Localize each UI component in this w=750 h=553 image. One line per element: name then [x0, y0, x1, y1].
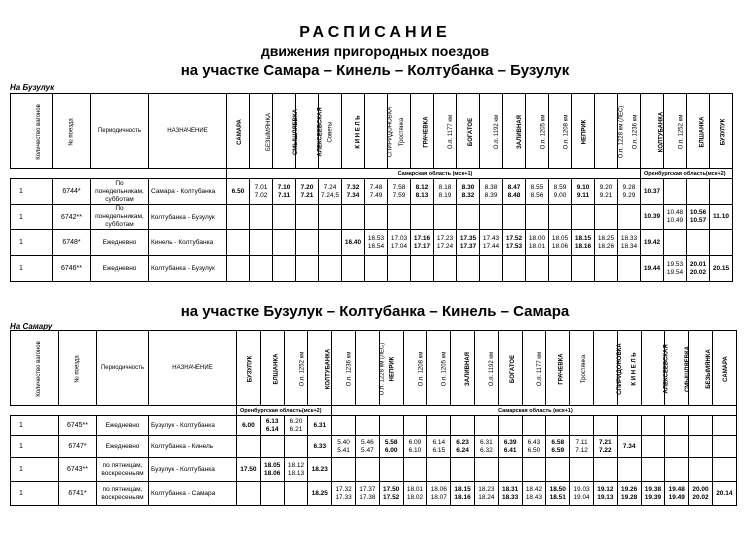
time-cell-спиридоновка	[365, 256, 388, 282]
section2-title: на участке Бузулук – Колтубанка – Кинель – Самара	[180, 303, 570, 320]
time-cell-о-п-1252-км: 10.48 10.49	[664, 205, 687, 230]
time-cell-колтубанка: 6.33	[308, 436, 332, 458]
time-cell-бузулук	[237, 436, 261, 458]
header-destination: НАЗНАЧЕНИЕ	[149, 94, 227, 169]
time-cell-заливная: 8.47 8.48	[503, 179, 526, 205]
time-cell-елшанка: 20.01 20.02	[687, 256, 710, 282]
header-period: Периодичность	[91, 94, 149, 169]
time-cell-смышляевка	[273, 256, 296, 282]
time-cell-смышляевка: 19.48 19.49	[665, 482, 689, 506]
time-cell-безымянка: 20.00 20.02	[689, 482, 713, 506]
time-cell-о-п-1228-км-лес	[595, 256, 618, 282]
time-cell-тростянка: 19.03 19.04	[570, 482, 594, 506]
time-cell-спиридоновка: 7.48 7.49	[365, 179, 388, 205]
time-cell-о-п-1177-км: 6.43 6.50	[522, 436, 546, 458]
time-cell-неприк	[379, 458, 403, 482]
station-header-грачевка: ГРАЧЕВКА	[546, 331, 570, 406]
time-cell-колтубанка: 10.39	[641, 205, 664, 230]
time-cell-безымянка	[689, 458, 713, 482]
periodicity-cell: Ежедневно	[91, 256, 149, 282]
time-cell-бузулук: 17.50	[237, 458, 261, 482]
station-header-колтубанка: КОЛТУБАНКА	[641, 94, 664, 169]
time-cell-неприк: 9.10 9.11	[572, 179, 595, 205]
time-cell-о-п-1208-км: 6.09 6.10	[403, 436, 427, 458]
time-cell-о-п-1252-км: 19.53 19.54	[664, 256, 687, 282]
periodicity-cell: По понедельникам, субботам	[91, 205, 149, 230]
train-row	[11, 230, 733, 256]
train-row	[11, 416, 737, 436]
time-cell-о-п-1208-км	[403, 458, 427, 482]
time-cell-тростянка	[570, 416, 594, 436]
time-cell-смышляевка	[665, 436, 689, 458]
time-cell-богатое	[457, 205, 480, 230]
station-header-о-п-1236-км: О.п. 1236 км	[332, 331, 356, 406]
header-number: № поезда	[59, 331, 97, 406]
train-row	[11, 482, 737, 506]
time-cell-советы	[319, 256, 342, 282]
time-cell-советы: 7.24 7.24,5	[319, 179, 342, 205]
time-cell-самара	[227, 205, 250, 230]
periodicity-cell: по пятницам, воскресеньям	[97, 458, 149, 482]
station-header-елшанка: ЕЛШАНКА	[260, 331, 284, 406]
region-label: Оренбургская область(мск+2)	[641, 169, 733, 179]
time-cell-елшанка	[260, 482, 284, 506]
periodicity-cell: Ежедневно	[97, 416, 149, 436]
station-header-безымянка: БЕЗЫМЯНКА	[689, 331, 713, 406]
time-cell-о-п-1252-км	[284, 482, 308, 506]
time-cell-смышляевка	[273, 205, 296, 230]
time-cell-заливная: 18.15 18.16	[451, 482, 475, 506]
time-cell-о-п-1205-км	[427, 458, 451, 482]
time-cell-богатое: 17.35 17.37	[457, 230, 480, 256]
time-cell-грачевка: 17.16 17.17	[411, 230, 434, 256]
time-cell-о-п-1192-км: 8.38 8.39	[480, 179, 503, 205]
time-cell-алексеевская	[641, 436, 665, 458]
time-cell-о-п-1205-км: 18.06 18.07	[427, 482, 451, 506]
station-header-о-п-1252-км: О.п. 1252 км	[664, 94, 687, 169]
count-cell: 1	[11, 205, 53, 230]
time-cell-бузулук	[710, 179, 733, 205]
time-cell-тростянка: 17.03 17.04	[388, 230, 411, 256]
time-cell-о-п-1252-км	[284, 436, 308, 458]
time-cell-безымянка	[250, 205, 273, 230]
time-cell-неприк: 5.58 6.00	[379, 436, 403, 458]
train-row	[11, 436, 737, 458]
time-cell-о-п-1236-км	[332, 416, 356, 436]
time-cell-смышляевка	[665, 416, 689, 436]
time-cell-грачевка: 6.58 6.59	[546, 436, 570, 458]
time-cell-безымянка: 7.01 7.02	[250, 179, 273, 205]
station-header-о-п-1228-км-лес: О.п. 1228 км (ЛЕС)	[595, 94, 618, 169]
time-cell-елшанка: 10.56 10.57	[687, 205, 710, 230]
train-row	[11, 256, 733, 282]
train-number-cell: 6748*	[53, 230, 91, 256]
time-cell-заливная: 17.52 17.53	[503, 230, 526, 256]
count-cell: 1	[11, 482, 59, 506]
time-cell-о-п-1177-км: 18.42 18.43	[522, 482, 546, 506]
time-cell-о-п-1177-км	[522, 458, 546, 482]
time-cell-заливная	[503, 205, 526, 230]
region-label: Самарская область (мск+1)	[332, 406, 737, 416]
time-cell-самара	[712, 416, 736, 436]
time-cell-к-и-н-е-л-ь	[617, 416, 641, 436]
destination-cell: Бузулук - Колтубанка	[149, 458, 237, 482]
time-cell-спиридоновка	[365, 205, 388, 230]
station-header-самара: САМАРА	[227, 94, 250, 169]
time-cell-богатое: 8.30 8.32	[457, 179, 480, 205]
station-header-алексеевская: АЛЕКСЕЕВСКАЯ	[641, 331, 665, 406]
time-cell-тростянка	[388, 256, 411, 282]
time-cell-о-п-1208-км	[549, 205, 572, 230]
schedule-title: РАСПИСАНИЕ	[299, 24, 451, 41]
time-cell-о-п-1192-км	[480, 205, 503, 230]
schedule-subtitle: движения пригородных поездов	[260, 43, 490, 59]
time-cell-колтубанка: 18.25	[308, 482, 332, 506]
time-cell-бузулук: 11.10	[710, 205, 733, 230]
station-header-тростянка: Тростянка	[570, 331, 594, 406]
time-cell-о-п-1208-км: 18.05 18.06	[549, 230, 572, 256]
time-cell-безымянка	[250, 230, 273, 256]
time-cell-к-и-н-е-л-ь: 16.40	[342, 230, 365, 256]
destination-cell: Самара - Колтубанка	[149, 179, 227, 205]
time-cell-о-п-1228-км-лес: 17.37 17.38	[355, 482, 379, 506]
station-header-о-п-1228-км-лес: О.п. 1228 км (ЛЕС)	[355, 331, 379, 406]
region-row	[11, 406, 737, 416]
train-number-cell: 6743**	[59, 458, 97, 482]
time-cell-грачевка	[411, 205, 434, 230]
header-count: Количество вагонов	[11, 331, 59, 406]
time-cell-грачевка: 8.12 8.13	[411, 179, 434, 205]
time-cell-самара	[712, 436, 736, 458]
time-cell-алексеевская: 7.20 7.21	[296, 179, 319, 205]
time-cell-о-п-1192-км	[480, 256, 503, 282]
time-cell-самара	[712, 458, 736, 482]
time-cell-елшанка	[687, 179, 710, 205]
time-cell-алексеевская	[296, 256, 319, 282]
time-cell-советы	[319, 205, 342, 230]
time-cell-к-и-н-е-л-ь: 19.26 19.28	[617, 482, 641, 506]
header-destination: НАЗНАЧЕНИЕ	[149, 331, 237, 406]
time-cell-богатое	[457, 256, 480, 282]
count-cell: 1	[11, 256, 53, 282]
time-cell-о-п-1177-км: 8.18 8.19	[434, 179, 457, 205]
time-cell-грачевка	[546, 458, 570, 482]
time-cell-тростянка: 7.11 7.12	[570, 436, 594, 458]
station-header-алексеевская: АЛЕКСЕЕВСКАЯ	[296, 94, 319, 169]
time-cell-смышляевка	[273, 230, 296, 256]
time-cell-о-п-1252-км: 6.20 6.21	[284, 416, 308, 436]
time-cell-к-и-н-е-л-ь	[617, 458, 641, 482]
station-header-о-п-1208-км: О.п. 1208 км	[549, 94, 572, 169]
station-header-спиридоновка: СПИРИДОНОВКА	[365, 94, 388, 169]
station-header-спиридоновка: СПИРИДОНОВКА	[593, 331, 617, 406]
time-cell-богатое: 6.39 6.41	[498, 436, 522, 458]
time-cell-заливная	[503, 256, 526, 282]
time-cell-о-п-1205-км: 8.55 8.56	[526, 179, 549, 205]
station-header-грачевка: ГРАЧЕВКА	[411, 94, 434, 169]
time-cell-о-п-1252-км	[664, 179, 687, 205]
time-cell-о-п-1252-км: 18.12 18.13	[284, 458, 308, 482]
time-cell-безымянка	[689, 416, 713, 436]
time-cell-заливная	[451, 416, 475, 436]
station-header-бузулук: БУЗУЛУК	[710, 94, 733, 169]
time-cell-о-п-1236-км	[618, 205, 641, 230]
time-cell-о-п-1177-км	[434, 256, 457, 282]
time-cell-неприк: 18.15 18.16	[572, 230, 595, 256]
header-number: № поезда	[53, 94, 91, 169]
periodicity-cell: Ежедневно	[97, 436, 149, 458]
time-cell-о-п-1205-км	[526, 256, 549, 282]
train-number-cell: 6745**	[59, 416, 97, 436]
time-cell-богатое	[498, 458, 522, 482]
time-cell-о-п-1192-км: 17.43 17.44	[480, 230, 503, 256]
time-cell-тростянка	[388, 205, 411, 230]
time-cell-самара	[227, 230, 250, 256]
destination-cell: Кинель - Колтубанка	[149, 230, 227, 256]
time-cell-о-п-1177-км: 17.23 17.24	[434, 230, 457, 256]
station-header-неприк: НЕПРИК	[379, 331, 403, 406]
time-cell-о-п-1228-км-лес	[595, 205, 618, 230]
time-cell-самара: 6.50	[227, 179, 250, 205]
time-cell-о-п-1192-км: 6.31 6.32	[474, 436, 498, 458]
station-header-бузулук: БУЗУЛУК	[237, 331, 261, 406]
time-cell-о-п-1228-км-лес: 9.20 9.21	[595, 179, 618, 205]
direction-label-2: На Самару	[10, 322, 53, 331]
time-cell-грачевка	[411, 256, 434, 282]
time-cell-о-п-1205-км: 18.00 18.01	[526, 230, 549, 256]
time-cell-алексеевская: 19.38 19.39	[641, 482, 665, 506]
station-header-о-п-1192-км: О.п. 1192 км	[480, 94, 503, 169]
direction-label-1: На Бузулук	[10, 83, 55, 92]
time-cell-о-п-1252-км	[664, 230, 687, 256]
time-cell-к-и-н-е-л-ь: 7.32 7.34	[342, 179, 365, 205]
periodicity-cell: Ежедневно	[91, 230, 149, 256]
time-cell-неприк	[572, 205, 595, 230]
time-cell-заливная	[451, 458, 475, 482]
station-header-смышляевка: СМЫШЛЯЕВКА	[665, 331, 689, 406]
station-header-о-п-1205-км: О.п. 1205 км	[526, 94, 549, 169]
time-cell-елшанка: 18.05 18.06	[260, 458, 284, 482]
time-cell-о-п-1228-км-лес	[355, 416, 379, 436]
station-header-заливная: ЗАЛИВНАЯ	[451, 331, 475, 406]
time-cell-колтубанка: 19.44	[641, 256, 664, 282]
region-label: Самарская область (мск+1)	[227, 169, 641, 179]
station-header-колтубанка: КОЛТУБАНКА	[308, 331, 332, 406]
time-cell-спиридоновка: 16.53 16.54	[365, 230, 388, 256]
time-cell-о-п-1208-км	[403, 416, 427, 436]
station-header-богатое: БОГАТОЕ	[457, 94, 480, 169]
time-cell-о-п-1236-км: 9.28 9.29	[618, 179, 641, 205]
section1-title: на участке Самара – Кинель – Колтубанка – Бузулук	[180, 62, 570, 79]
station-header-о-п-1205-км: О.п. 1205 км	[427, 331, 451, 406]
time-cell-колтубанка: 6.31	[308, 416, 332, 436]
time-cell-грачевка	[546, 416, 570, 436]
count-cell: 1	[11, 458, 59, 482]
train-number-cell: 6744*	[53, 179, 91, 205]
time-cell-елшанка: 6.13 6.14	[260, 416, 284, 436]
time-cell-елшанка	[687, 230, 710, 256]
header-count: Количество вагонов	[11, 94, 53, 169]
station-header-к-и-н-е-л-ь: К И Н Е Л Ь	[617, 331, 641, 406]
time-cell-тростянка: 7.58 7.59	[388, 179, 411, 205]
time-cell-бузулук: 20.15	[710, 256, 733, 282]
time-cell-самара: 20.14	[712, 482, 736, 506]
time-cell-о-п-1228-км-лес: 18.25 18.26	[595, 230, 618, 256]
time-cell-о-п-1205-км	[427, 416, 451, 436]
time-cell-неприк: 17.50 17.52	[379, 482, 403, 506]
destination-cell: Бузулук - Колтубанка	[149, 416, 237, 436]
time-cell-о-п-1205-км: 6.14 6.15	[427, 436, 451, 458]
time-cell-богатое: 18.31 18.33	[498, 482, 522, 506]
station-header-самара: САМАРА	[712, 331, 736, 406]
count-cell: 1	[11, 416, 59, 436]
train-number-cell: 6741*	[59, 482, 97, 506]
count-cell: 1	[11, 179, 53, 205]
periodicity-cell: По понедельникам, субботам	[91, 179, 149, 205]
station-header-смышляевка: СМЫШЛЯЕВКА	[273, 94, 296, 169]
time-cell-заливная: 6.23 6.24	[451, 436, 475, 458]
time-cell-алексеевская	[641, 416, 665, 436]
time-cell-бузулук: 6.00	[237, 416, 261, 436]
destination-cell: Колтубанка - Самара	[149, 482, 237, 506]
station-header-богатое: БОГАТОЕ	[498, 331, 522, 406]
train-row	[11, 205, 733, 230]
time-cell-о-п-1208-км	[549, 256, 572, 282]
station-header-о-п-1208-км: О.п. 1208 км	[403, 331, 427, 406]
time-cell-колтубанка: 10.37	[641, 179, 664, 205]
time-cell-о-п-1208-км: 18.01 18.02	[403, 482, 427, 506]
destination-cell: Колтубанка - Бузулук	[149, 205, 227, 230]
region-label: Оренбургская область(мск+2)	[237, 406, 332, 416]
time-cell-смышляевка: 7.10 7.11	[273, 179, 296, 205]
time-cell-о-п-1177-км	[434, 205, 457, 230]
time-cell-колтубанка: 18.23	[308, 458, 332, 482]
time-cell-о-п-1228-км-лес	[355, 458, 379, 482]
time-cell-безымянка	[250, 256, 273, 282]
time-cell-к-и-н-е-л-ь	[342, 205, 365, 230]
time-cell-безымянка	[689, 436, 713, 458]
count-cell: 1	[11, 436, 59, 458]
time-cell-алексеевская	[641, 458, 665, 482]
destination-cell: Колтубанка - Бузулук	[149, 256, 227, 282]
periodicity-cell: по пятницам, воскресеньям	[97, 482, 149, 506]
schedule-table-1	[10, 93, 733, 282]
time-cell-спиридоновка	[593, 416, 617, 436]
time-cell-к-и-н-е-л-ь	[342, 256, 365, 282]
time-cell-о-п-1236-км	[332, 458, 356, 482]
time-cell-самара	[227, 256, 250, 282]
time-cell-неприк	[379, 416, 403, 436]
time-cell-спиридоновка: 19.12 19.13	[593, 482, 617, 506]
time-cell-о-п-1192-км	[474, 416, 498, 436]
destination-cell: Колтубанка - Кинель	[149, 436, 237, 458]
region-row	[11, 169, 733, 179]
time-cell-богатое	[498, 416, 522, 436]
schedule-table-2	[10, 330, 737, 506]
station-header-безымянка: БЕЗЫМЯНКА	[250, 94, 273, 169]
train-row	[11, 458, 737, 482]
time-cell-смышляевка	[665, 458, 689, 482]
time-cell-о-п-1228-км-лес: 5.46 5.47	[355, 436, 379, 458]
time-cell-советы	[319, 230, 342, 256]
train-row	[11, 179, 733, 205]
time-cell-колтубанка: 19.42	[641, 230, 664, 256]
time-cell-о-п-1192-км	[474, 458, 498, 482]
train-number-cell: 6746**	[53, 256, 91, 282]
time-cell-о-п-1192-км: 18.23 18.24	[474, 482, 498, 506]
station-header-о-п-1252-км: О.п. 1252 км	[284, 331, 308, 406]
time-cell-тростянка	[570, 458, 594, 482]
time-cell-грачевка: 18.50 18.51	[546, 482, 570, 506]
station-header-советы: Советы	[319, 94, 342, 169]
time-cell-о-п-1236-км: 5.40 5.41	[332, 436, 356, 458]
time-cell-о-п-1236-км: 17.32 17.33	[332, 482, 356, 506]
station-header-о-п-1192-км: О.п. 1192 км	[474, 331, 498, 406]
time-cell-о-п-1236-км: 18.33 18.34	[618, 230, 641, 256]
train-number-cell: 6742**	[53, 205, 91, 230]
station-header-елшанка: ЕЛШАНКА	[687, 94, 710, 169]
time-cell-неприк	[572, 256, 595, 282]
count-cell: 1	[11, 230, 53, 256]
time-cell-алексеевская	[296, 205, 319, 230]
station-header-о-п-1236-км: О.п. 1236 км	[618, 94, 641, 169]
time-cell-алексеевская	[296, 230, 319, 256]
station-header-к-и-н-е-л-ь: К И Н Е Л Ь	[342, 94, 365, 169]
time-cell-о-п-1177-км	[522, 416, 546, 436]
time-cell-бузулук	[237, 482, 261, 506]
time-cell-елшанка	[260, 436, 284, 458]
time-cell-спиридоновка: 7.21 7.22	[593, 436, 617, 458]
time-cell-о-п-1205-км	[526, 205, 549, 230]
station-header-о-п-1177-км: О.п. 1177 км	[522, 331, 546, 406]
station-header-о-п-1177-км: О.п. 1177 км	[434, 94, 457, 169]
time-cell-бузулук	[710, 230, 733, 256]
train-number-cell: 6747*	[59, 436, 97, 458]
header-period: Периодичность	[97, 331, 149, 406]
time-cell-о-п-1236-км	[618, 256, 641, 282]
time-cell-спиридоновка	[593, 458, 617, 482]
station-header-неприк: НЕПРИК	[572, 94, 595, 169]
station-header-заливная: ЗАЛИВНАЯ	[503, 94, 526, 169]
time-cell-к-и-н-е-л-ь: 7.34	[617, 436, 641, 458]
time-cell-о-п-1208-км: 8.59 9.00	[549, 179, 572, 205]
station-header-тростянка: Тростянка	[388, 94, 411, 169]
